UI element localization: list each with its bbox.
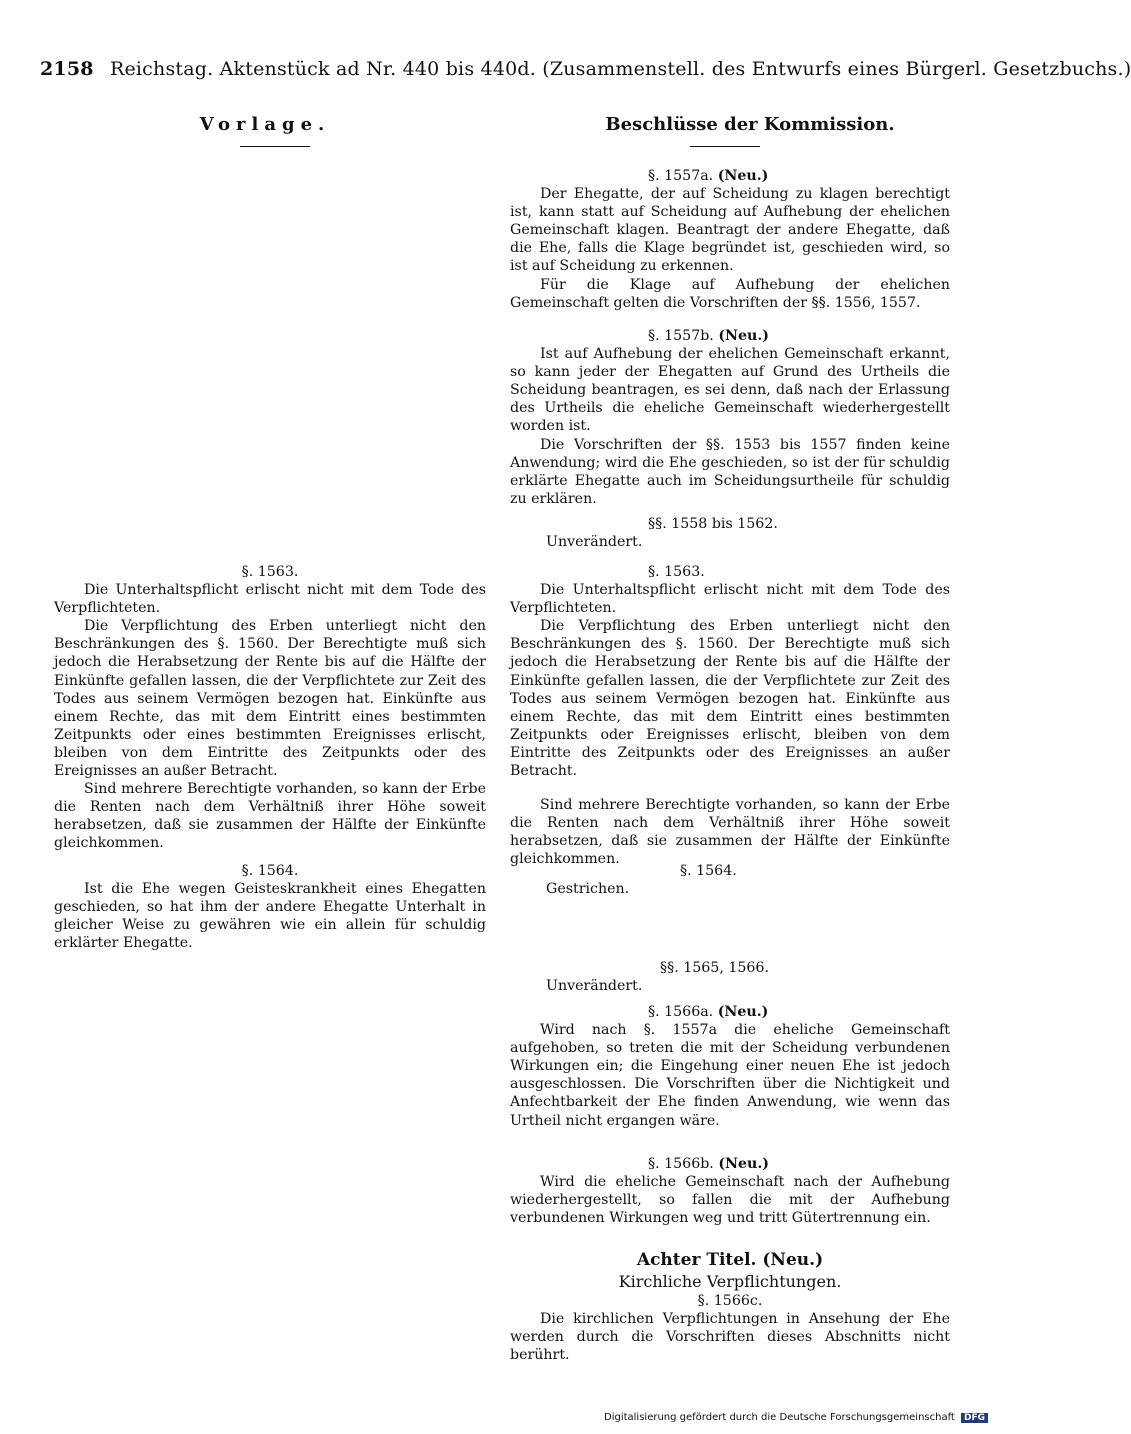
section-1564-right: [510, 862, 950, 898]
left-heading-rule: [240, 146, 310, 147]
paragraph: Der Ehegatte, der auf Scheidung zu klagen berechtigt ist, kann statt auf Scheidung auf Aufhebung der ehelichen Gemeinschaft klagen. Beantragt der andere Ehegatte, daß die Ehe, falls die Klage begründet ist, geschieden wird, so ist auf Scheidung zu erkennen.: [510, 186, 950, 275]
paragraph: Für die Klage auf Aufhebung der ehelichen Gemeinschaft gelten die Vorschriften der §§. 1556, 1557.: [510, 276, 950, 311]
paragraph: Wird die eheliche Gemeinschaft nach der Aufhebung wiederhergestellt, so fallen die mit der Aufhebung verbundenen Wirkungen weg und tritt Gütertrennung ein.: [510, 1174, 950, 1227]
section-label: §. 1566b.: [648, 1156, 714, 1172]
section-label: §. 1564.: [680, 863, 737, 879]
paragraph: Wird nach §. 1557a die eheliche Gemeinschaft aufgehoben, so treten die mit der Scheidung verbundenen Wirkungen ein; die Eingehung einer neuen Ehe ist jedoch ausgeschlossen. Die Vorschriften über die Nichtigkeit und Anfechtbarkeit der Ehe finden Anwendung, wie wenn das Urtheil nicht ergangen wäre.: [510, 1022, 950, 1129]
neu-tag: (Neu.): [717, 1004, 769, 1020]
section-1563-right: [510, 563, 950, 869]
status-text: Unverändert.: [546, 534, 643, 551]
paragraph: Die Verpflichtung des Erben unterliegt nicht den Beschränkungen des §. 1560. Der Berechtigte muß sich jedoch die Herabsetzung der Rente bis auf die Hälfte der Einkünfte gefallen lassen, die der Verpflichtete zur Zeit des Todes aus seinem Vermögen bezogen hat. Einkünfte aus einem Rechte, das mit dem Eintritt eines bestimmten Zeitpunkts oder Ereignisses erlischt, bleiben von dem Eintritte des Zeitpunkts oder des Ereignisses an außer Betracht.: [510, 618, 950, 780]
section-heading: [510, 1155, 950, 1173]
section-heading: [510, 327, 950, 345]
dfg-logo: DFG: [961, 1413, 988, 1423]
running-title: Reichstag. Aktenstück ad Nr. 440 bis 440d. (Zusammenstell. des Entwurfs eines Bürgerl. Gesetzbuchs.): [109, 58, 1131, 80]
section-label: §. 1557b.: [648, 328, 714, 344]
section-1558-1562: [510, 515, 950, 551]
section-label: §§. 1558 bis 1562.: [648, 516, 778, 532]
section-1566b: [510, 1155, 950, 1227]
section-label: §. 1563.: [648, 564, 705, 580]
section-1564-left: [54, 862, 486, 952]
section-heading: [510, 1003, 950, 1021]
neu-tag: (Neu.): [718, 328, 770, 344]
status-text: Unverändert.: [546, 978, 643, 995]
paragraph: Sind mehrere Berechtigte vorhanden, so kann der Erbe die Renten nach dem Verhältniß ihrer Höhe soweit herabsetzen, daß sie zusammen der Hälfte der Einkünfte gleichkommen.: [54, 781, 486, 852]
right-heading-rule: [690, 146, 760, 147]
section-label: §§. 1565, 1566.: [660, 960, 769, 976]
section-label: §. 1566a.: [648, 1004, 714, 1020]
paragraph: Die kirchlichen Verpflichtungen in Ansehung der Ehe werden durch die Vorschriften dieses Abschnitts nicht berührt.: [510, 1311, 950, 1364]
section-1566a: [510, 1003, 950, 1130]
section-label: §. 1566c.: [697, 1293, 763, 1309]
paragraph: Sind mehrere Berechtigte vorhanden, so kann der Erbe die Renten nach dem Verhältniß ihrer Höhe soweit herabsetzen, daß sie zusammen der Hälfte der Einkünfte gleichkommen.: [510, 797, 950, 868]
section-heading: [510, 167, 950, 185]
title-8: [510, 1249, 950, 1364]
paragraph: Ist die Ehe wegen Geisteskrankheit eines Ehegatten geschieden, so hat ihm der andere Ehegatte Unterhalt in gleicher Weise zu gewähren wie ein allein für schuldig erklärter Ehegatte.: [54, 881, 486, 952]
paragraph: Ist auf Aufhebung der ehelichen Gemeinschaft erkannt, so kann jeder der Ehegatten auf Grund des Urtheils die Scheidung beantragen, es sei denn, daß nach der Erlassung des Urtheils die eheliche Gemeinschaft wiederhergestellt worden ist.: [510, 346, 950, 435]
left-column-heading: Vorlage.: [199, 114, 331, 135]
section-1565-1566: [510, 959, 950, 995]
section-1557b: [510, 327, 950, 508]
status-text: Gestrichen.: [546, 881, 630, 898]
neu-tag: (Neu.): [717, 168, 769, 184]
page-header: [40, 58, 1131, 80]
section-label: §. 1563.: [241, 564, 299, 580]
paragraph: Die Unterhaltspflicht erlischt nicht mit dem Tode des Verpflichteten.: [54, 582, 486, 617]
footer: [604, 1412, 984, 1423]
title-heading: Achter Titel. (Neu.): [636, 1250, 824, 1270]
paragraph: Die Vorschriften der §§. 1553 bis 1557 finden keine Anwendung; wird die Ehe geschieden, so ist der für schuldig erklärte Ehegatte auch im Scheidungsurtheile für schuldig zu erklären.: [510, 436, 950, 507]
paragraph: Die Verpflichtung des Erben unterliegt nicht den Beschränkungen des §. 1560. Der Berechtigte muß sich jedoch die Herabsetzung der Rente bis auf die Hälfte der Einkünfte gefallen lassen, die der Verpflichtete zur Zeit des Todes aus seinem Vermögen bezogen hat. Einkünfte aus einem Rechte, das mit dem Eintritt eines bestimmten Zeitpunkts oder eines bestimmten Ereignisses erlischt, bleiben von dem Eintritte des Zeitpunkts oder des Ereignisses an außer Betracht.: [54, 618, 486, 780]
title-subheading: Kirchliche Verpflichtungen.: [618, 1272, 842, 1291]
neu-tag: (Neu.): [718, 1156, 770, 1172]
paragraph: Die Unterhaltspflicht erlischt nicht mit dem Tode des Verpflichteten.: [510, 582, 950, 617]
section-1563-left: [54, 563, 486, 853]
section-1557a: [510, 167, 950, 312]
page-number: 2158: [40, 58, 94, 80]
footer-credit: Digitalisierung gefördert durch die Deutsche Forschungsgemeinschaft: [604, 1412, 955, 1423]
section-label: §. 1564.: [241, 863, 299, 879]
right-column-heading: Beschlüsse der Kommission.: [605, 114, 895, 135]
section-label: §. 1557a.: [648, 168, 714, 184]
